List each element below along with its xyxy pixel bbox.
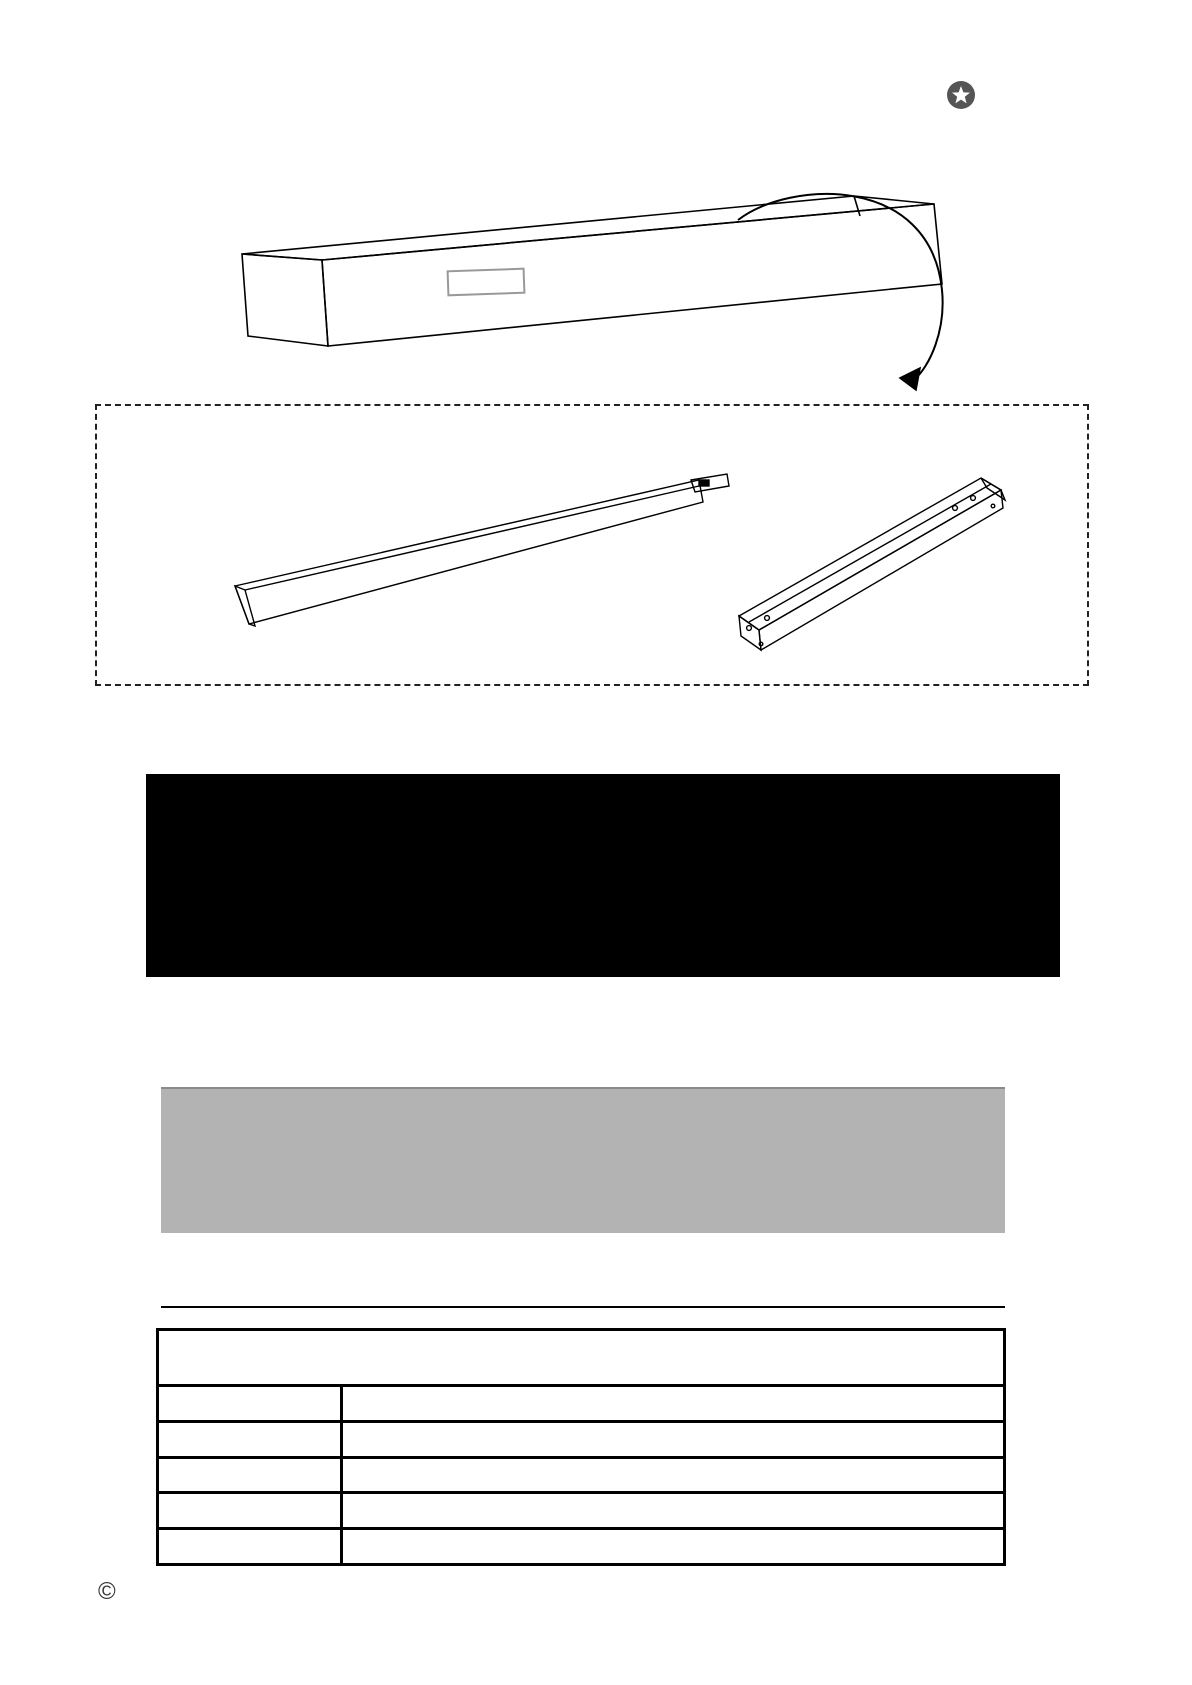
spec-value [342,1421,1005,1457]
spec-value [342,1529,1005,1565]
star-badge-icon [946,80,976,110]
spec-label [158,1386,342,1422]
u-channel-bracket-icon [739,478,1005,650]
table-row [158,1421,1005,1457]
table-row [158,1529,1005,1565]
table-row [158,1457,1005,1493]
black-panel [146,774,1060,977]
spec-table-header [158,1330,1005,1386]
table-row [158,1386,1005,1422]
spec-value [342,1457,1005,1493]
spec-label [158,1457,342,1493]
spec-table [156,1328,1006,1566]
table-row [158,1493,1005,1529]
rail-profile-icon [235,474,729,626]
spec-table-header-row [158,1330,1005,1386]
spec-value [342,1493,1005,1529]
box-top-face [242,196,934,260]
note-rule-bottom [161,1306,1005,1308]
spec-label [158,1529,342,1565]
spec-label [158,1421,342,1457]
box-front-face [322,204,942,346]
package-contents-parts [95,404,1089,686]
label-rectangle-icon [448,269,525,296]
gray-note-panel [161,1089,1005,1233]
copyright-symbol: © [98,1578,116,1605]
spec-label [158,1493,342,1529]
box-end-face [242,254,328,346]
spec-value [342,1386,1005,1422]
package-box-illustration [230,180,950,400]
